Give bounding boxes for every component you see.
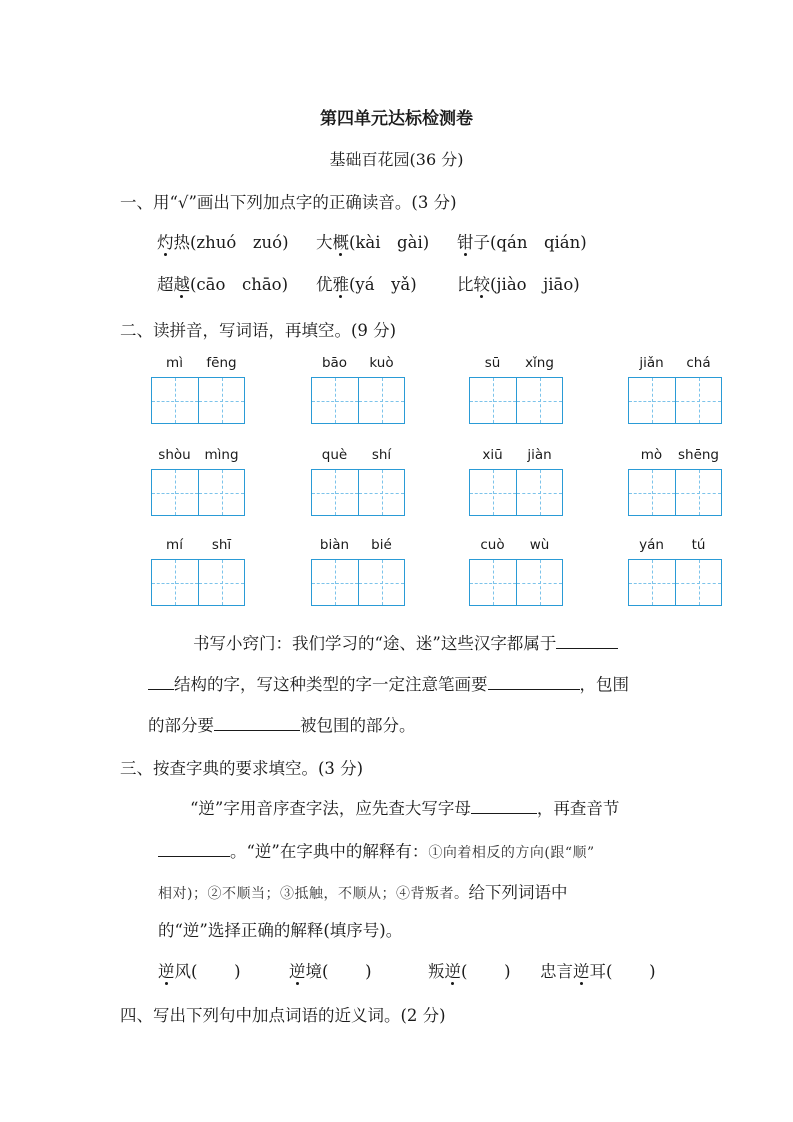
q4-heading: 四、写出下列句中加点词语的近义词。(2 分) bbox=[120, 1006, 446, 1025]
pinyin-label bbox=[469, 355, 563, 373]
writing-grid bbox=[151, 469, 245, 516]
dotted-char: 较 bbox=[473, 275, 490, 294]
pinyin-syllable: tú bbox=[691, 537, 706, 553]
tip-text: 书写小窍门：我们学习的“途、迷”这些汉字都属于 bbox=[193, 634, 557, 653]
pinyin-options[interactable]: (jiào jiāo) bbox=[490, 275, 580, 294]
tip-text: 结构的字，写这种类型的字一定注意笔画要 bbox=[174, 675, 488, 694]
writing-cell[interactable] bbox=[675, 470, 721, 515]
pinyin-syllable: sū bbox=[484, 355, 501, 371]
pinyin-label bbox=[311, 355, 405, 373]
writing-cell[interactable] bbox=[198, 560, 244, 605]
answer-paren[interactable]: ( ) bbox=[606, 962, 656, 981]
char: 耳 bbox=[589, 962, 606, 981]
pinyin-syllable: jiàn bbox=[527, 447, 552, 463]
writing-grid bbox=[311, 559, 405, 606]
char: 境 bbox=[305, 962, 322, 981]
writing-cell[interactable] bbox=[675, 378, 721, 423]
writing-cell[interactable] bbox=[516, 470, 562, 515]
writing-cell[interactable] bbox=[312, 560, 358, 605]
pinyin-label bbox=[151, 447, 245, 465]
writing-grid bbox=[469, 469, 563, 516]
q1-item bbox=[157, 271, 288, 295]
pinyin-label bbox=[311, 537, 405, 555]
q1-item bbox=[457, 229, 587, 253]
pinyin-syllable: shī bbox=[211, 537, 232, 553]
dotted-char: 逆 bbox=[158, 962, 175, 981]
writing-cell[interactable] bbox=[470, 560, 516, 605]
q3-word-item bbox=[158, 958, 241, 982]
pinyin-syllable: biàn bbox=[319, 537, 350, 553]
dotted-char: 灼 bbox=[157, 233, 174, 252]
char: 热 bbox=[173, 233, 190, 252]
writing-cell[interactable] bbox=[358, 378, 404, 423]
q3-text: 给下列词语中 bbox=[468, 883, 568, 902]
definition-text: 相对)；②不顺当；③抵触，不顺从；④背叛者。 bbox=[158, 886, 469, 902]
q3-line-3 bbox=[158, 879, 567, 903]
dotted-char: 越 bbox=[173, 275, 190, 294]
pinyin-syllable: shí bbox=[371, 447, 392, 463]
char: 风 bbox=[174, 962, 191, 981]
pinyin-syllable: bié bbox=[371, 537, 392, 553]
q3-line-1 bbox=[190, 795, 619, 819]
writing-grid bbox=[151, 559, 245, 606]
q3-text: ，再查音节 bbox=[536, 799, 620, 818]
q3-text: “逆”字用音序查字法，应先查大写字母 bbox=[190, 799, 471, 818]
writing-cell[interactable] bbox=[629, 378, 675, 423]
char: 比 bbox=[457, 275, 474, 294]
pinyin-label bbox=[311, 447, 405, 465]
writing-cell[interactable] bbox=[198, 470, 244, 515]
answer-blank[interactable] bbox=[488, 676, 580, 690]
q3-text: 。“逆”在字典中的解释有： bbox=[230, 842, 429, 861]
answer-paren[interactable]: ( ) bbox=[191, 962, 241, 981]
writing-grid bbox=[628, 469, 722, 516]
pinyin-options[interactable]: (cāo chāo) bbox=[190, 275, 289, 294]
writing-cell[interactable] bbox=[198, 378, 244, 423]
dotted-char: 逆 bbox=[444, 962, 461, 981]
pinyin-syllable: què bbox=[321, 447, 348, 463]
pinyin-syllable: mìng bbox=[204, 447, 239, 463]
dotted-char: 雅 bbox=[332, 275, 349, 294]
answer-blank[interactable] bbox=[471, 800, 537, 814]
pinyin-syllable: jiǎn bbox=[639, 355, 664, 371]
pinyin-syllable: yán bbox=[639, 537, 664, 553]
tip-line-3 bbox=[148, 712, 416, 736]
q2-heading: 二、读拼音，写词语，再填空。(9 分) bbox=[120, 321, 397, 340]
pinyin-syllable: bāo bbox=[321, 355, 348, 371]
tip-text: 的部分要 bbox=[148, 716, 214, 735]
pinyin-label bbox=[469, 537, 563, 555]
pinyin-label bbox=[628, 355, 722, 373]
pinyin-syllable: cuò bbox=[480, 537, 505, 553]
writing-grid bbox=[469, 559, 563, 606]
pinyin-label bbox=[151, 537, 245, 555]
q1-item bbox=[457, 271, 580, 295]
char: 超 bbox=[157, 275, 174, 294]
pinyin-options[interactable]: (qán qián) bbox=[490, 233, 587, 252]
pinyin-syllable: wù bbox=[529, 537, 550, 553]
writing-cell[interactable] bbox=[516, 560, 562, 605]
answer-paren[interactable]: ( ) bbox=[322, 962, 372, 981]
pinyin-syllable: mò bbox=[640, 447, 663, 463]
writing-cell[interactable] bbox=[675, 560, 721, 605]
writing-cell[interactable] bbox=[470, 378, 516, 423]
answer-paren[interactable]: ( ) bbox=[461, 962, 511, 981]
q3-word-item bbox=[289, 958, 372, 982]
writing-grid bbox=[311, 469, 405, 516]
tip-line-2 bbox=[148, 671, 629, 695]
tip-text: 被包围的部分。 bbox=[300, 716, 416, 735]
pinyin-options[interactable]: (zhuó zuó) bbox=[190, 233, 289, 252]
section-subtitle: 基础百花园(36 分) bbox=[329, 150, 464, 169]
writing-grid bbox=[311, 377, 405, 424]
writing-grid bbox=[628, 559, 722, 606]
tip-text: ，包围 bbox=[579, 675, 629, 694]
definition-text: ①向着相反的方向(跟“顺” bbox=[428, 845, 595, 861]
pinyin-syllable: shēng bbox=[677, 447, 720, 463]
q3-heading: 三、按查字典的要求填空。(3 分) bbox=[120, 759, 364, 778]
pinyin-label bbox=[469, 447, 563, 465]
writing-cell[interactable] bbox=[152, 470, 198, 515]
char: 大 bbox=[316, 233, 333, 252]
page-title: 第四单元达标检测卷 bbox=[320, 109, 473, 129]
writing-cell[interactable] bbox=[470, 470, 516, 515]
q3-line-2 bbox=[158, 838, 595, 862]
pinyin-options[interactable]: (yá yǎ) bbox=[349, 275, 417, 294]
writing-cell[interactable] bbox=[516, 378, 562, 423]
writing-cell[interactable] bbox=[358, 470, 404, 515]
q3-word-item bbox=[428, 958, 511, 982]
pinyin-label bbox=[628, 447, 722, 465]
writing-cell[interactable] bbox=[629, 560, 675, 605]
pinyin-syllable: mì bbox=[166, 355, 183, 371]
q1-heading: 一、用“√”画出下列加点字的正确读音。(3 分) bbox=[120, 193, 457, 212]
answer-blank[interactable] bbox=[214, 717, 300, 731]
writing-cell[interactable] bbox=[312, 470, 358, 515]
char: 忠言 bbox=[540, 962, 573, 981]
writing-cell[interactable] bbox=[152, 378, 198, 423]
pinyin-label bbox=[151, 355, 245, 373]
q1-item bbox=[316, 271, 417, 295]
dotted-char: 逆 bbox=[289, 962, 306, 981]
char: 叛 bbox=[428, 962, 445, 981]
writing-cell[interactable] bbox=[152, 560, 198, 605]
pinyin-syllable: xǐng bbox=[525, 355, 554, 371]
pinyin-syllable: chá bbox=[686, 355, 711, 371]
pinyin-syllable: mí bbox=[166, 537, 183, 553]
writing-cell[interactable] bbox=[358, 560, 404, 605]
writing-grid bbox=[628, 377, 722, 424]
dotted-char: 逆 bbox=[573, 962, 590, 981]
pinyin-label bbox=[628, 537, 722, 555]
dotted-char: 概 bbox=[332, 233, 349, 252]
pinyin-syllable: shòu bbox=[158, 447, 191, 463]
writing-grid bbox=[469, 377, 563, 424]
writing-cell[interactable] bbox=[629, 470, 675, 515]
answer-blank[interactable] bbox=[158, 843, 230, 857]
q3-word-item bbox=[540, 958, 656, 982]
tip-line-1 bbox=[193, 630, 618, 654]
dotted-char: 钳 bbox=[457, 233, 474, 252]
writing-cell[interactable] bbox=[312, 378, 358, 423]
answer-blank[interactable] bbox=[556, 635, 618, 649]
pinyin-syllable: xiū bbox=[482, 447, 503, 463]
pinyin-syllable: fēng bbox=[206, 355, 237, 371]
answer-blank[interactable] bbox=[148, 676, 174, 690]
pinyin-syllable: kuò bbox=[369, 355, 394, 371]
q3-line-4: 的“逆”选择正确的解释(填序号)。 bbox=[158, 921, 403, 940]
writing-grid bbox=[151, 377, 245, 424]
q1-item bbox=[157, 229, 289, 253]
char: 子 bbox=[473, 233, 490, 252]
q1-item bbox=[316, 229, 429, 253]
char: 优 bbox=[316, 275, 333, 294]
pinyin-options[interactable]: (kài gài) bbox=[349, 233, 430, 252]
